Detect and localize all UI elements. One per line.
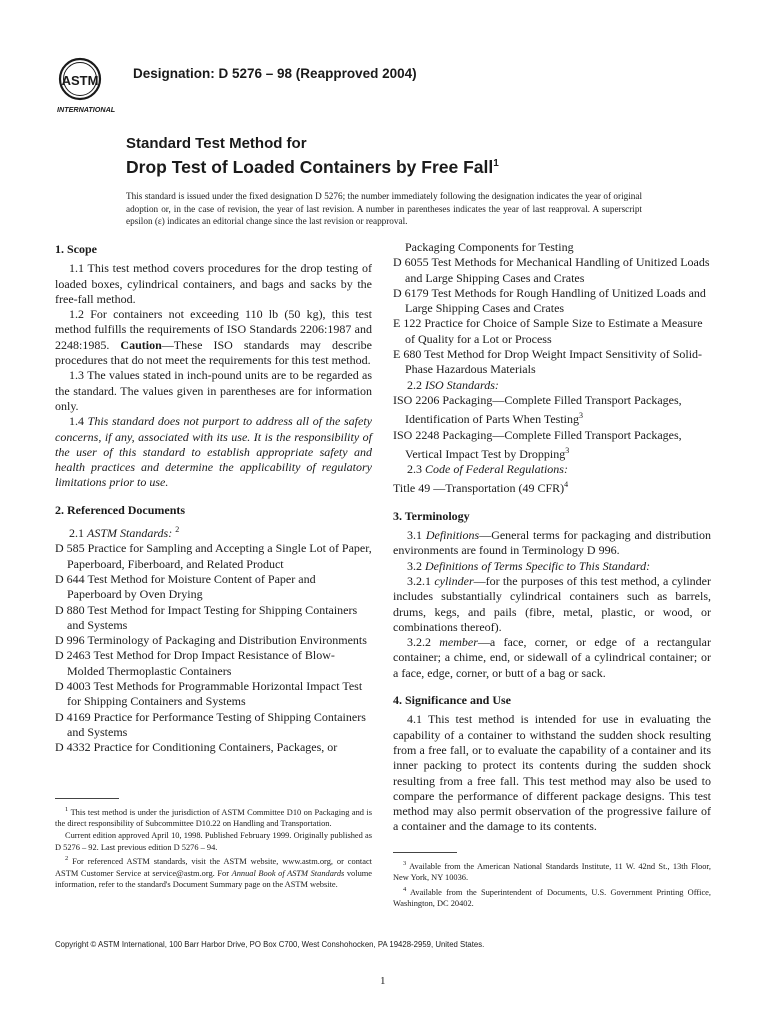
para-1-3: 1.3 The values stated in inch-pound units are to be regarded as the standard. The values given in parentheses are for information only. <box>55 368 372 413</box>
para-1-1: 1.1 This test method covers procedures for the drop testing of loaded boxes, cylindrical containers, and bags and sacks by the free-fall method. <box>55 261 372 306</box>
ref-d585: D 585 Practice for Sampling and Accepting a Single Lot of Paper, Paperboard, Fiberboard, and Related Product <box>55 541 372 571</box>
astm-logo <box>55 54 125 116</box>
ref-49-cfr: Title 49 —Transportation (49 CFR)$^4$ <box>393 480 569 496</box>
para-3-1: 3.1 Definitions—General terms for packaging and distribution environments are found in Terminology D 996. <box>393 528 711 558</box>
ref-d644: D 644 Test Method for Moisture Content of Paper and Paperboard by Oven Drying <box>55 571 316 602</box>
ref-e122: E 122 Practice for Choice of Sample Size to Estimate a Measure of Quality for a Lot or Process <box>393 316 703 346</box>
footnote-3: $^3$ Available from the American National Standards Institute, 11 W. 42nd St., 13th Floor, New York, NY 10036. <box>393 860 711 883</box>
footnote-1: $^1$ This test method is under the jurisdiction of ASTM Committee D10 on Packaging and is the direct responsibility of Subcommittee D10.22 on Handling and Transportation. <box>55 806 372 829</box>
title-line-2: Drop Test of Loaded Containers by Free Fall <box>126 156 494 177</box>
terminology-heading: 3. Terminology <box>393 508 470 523</box>
ref-iso-2206: ISO 2206 Packaging—Complete Filled Transport Packages, Identification of Parts When Testing$^3$ <box>393 392 682 427</box>
document-title <box>126 134 499 178</box>
ref-d996: D 996 Terminology of Packaging and Distribution Environments <box>55 633 367 648</box>
copyright-notice: Copyright © ASTM International, 100 Barr Harbor Drive, PO Box C700, West Conshohocken, PA 19428-2959, United States. <box>55 940 485 949</box>
footnote-rule-left <box>55 798 119 799</box>
ref-d4169: D 4169 Practice for Performance Testing of Shipping Containers and Systems <box>55 709 366 739</box>
intro-notice: This standard is issued under the fixed designation D 5276; the number immediately following the designation indicates the year of original adoption or, in the case of revision, the year of last revision. A number in parentheses indicates the year of last reapproval. A superscript epsilon (ε) indicates an editorial change since the last revision or reapproval. <box>126 191 642 226</box>
footnotes-right <box>393 858 711 910</box>
title-line-1: Standard Test Method for <box>126 135 307 152</box>
astm-standards-label: 2.1 ASTM Standards: $^2$ <box>69 525 180 541</box>
para-3-2-2: 3.2.2 member—a face, corner, or edge of a rectangular container; a chime, end, or sidewall of a cylindrical container; or a face, edge, corner, or butt of a bag or sack. <box>393 635 712 680</box>
cfr-label: 2.3 Code of Federal Regulations: <box>407 462 568 477</box>
footnote-2: $^2$ For referenced ASTM standards, visit the ASTM website, www.astm.org, or contact ASTM Customer Service at service@astm.org. For Annual Book of ASTM Standards volume information, refer to the standard's Document Summary page on the ASTM website. <box>55 855 372 890</box>
para-4-1: 4.1 This test method is intended for use in evaluating the capability of a container to withstand the sudden shock resulting from a free fall, or to evaluate the capability of a container and its inner packing to protect its contents during the sudden shock resulting from a free fall. This test method may also be used to compare the performance of different package designs. This test method may also permit observation of the progressive failure of a container and the damage to its contents. <box>393 712 711 834</box>
footnote-4: $^4$ Available from the Superintendent of Documents, U.S. Government Printing Office, Washington, DC 20402. <box>393 885 711 909</box>
scope-heading: 1. Scope <box>55 242 97 256</box>
right-column <box>393 240 711 835</box>
ref-d4332: D 4332 Practice for Conditioning Containers, Packages, or <box>55 740 338 755</box>
footnotes-left <box>55 804 372 891</box>
ref-e680: E 680 Test Method for Drop Weight Impact Sensitivity of Solid-Phase Hazardous Materials <box>393 347 703 377</box>
ref-d4332-continued: Packaging Components for Testing <box>405 240 574 254</box>
referenced-documents-heading: 2. Referenced Documents <box>55 502 186 517</box>
title-footnote-mark: 1 <box>493 158 499 169</box>
ref-d6179: D 6179 Test Methods for Rough Handling of Unitized Loads and Large Shipping Cases and Crates <box>393 285 706 316</box>
ref-iso-2248: ISO 2248 Packaging—Complete Filled Transport Packages, Vertical Impact Test by Dropping$^3$ <box>393 427 682 461</box>
logo-text: ASTM <box>61 73 99 88</box>
ref-d4003: D 4003 Test Methods for Programmable Horizontal Impact Test for Shipping Containers and Systems <box>55 679 363 709</box>
para-3-2: 3.2 Definitions of Terms Specific to This Standard: <box>407 558 651 573</box>
para-3-2-1: 3.2.1 cylinder—for the purposes of this test method, a cylinder includes substantially cylindrical containers such as barrels, drums, kegs, and pails (fibre, metal, plastic, or wood, or combinations thereof). <box>393 573 712 634</box>
footnote-rule-right <box>393 852 457 853</box>
designation: Designation: D 5276 – 98 (Reapproved 2004) <box>133 66 417 81</box>
page-number: 1 <box>380 975 386 987</box>
significance-heading: 4. Significance and Use <box>393 693 512 708</box>
ref-d6055: D 6055 Test Methods for Mechanical Handling of Unitized Loads and Large Shipping Cases and Crates <box>393 255 710 285</box>
para-1-2: 1.2 For containers not exceeding 110 lb (50 kg), this test method fulfills the requirements of ISO Standards 2206:1987 and 2248:1985. Caution—These ISO standards may describe procedures that do not meet the requirements for this test method. <box>55 307 372 368</box>
ref-d2463: D 2463 Test Method for Drop Impact Resistance of Blow-Molded Thermoplastic Containers <box>55 648 335 678</box>
iso-standards-label: 2.2 ISO Standards: <box>407 377 499 392</box>
logo-subtext: INTERNATIONAL <box>57 105 116 114</box>
ref-d880: D 880 Test Method for Impact Testing for Shipping Containers and Systems <box>55 602 358 632</box>
para-1-4: 1.4 This standard does not purport to address all of the safety concerns, if any, associated with its use. It is the responsibility of the user of this standard to establish appropriate safety and health practices and determine the applicability of regulatory limitations prior to use. <box>55 414 372 490</box>
left-column <box>55 240 372 756</box>
footnote-1-edition: Current edition approved April 10, 1998. Published February 1999. Originally published as D 5276 – 92. Last previous edition D 5276 – 94. <box>55 830 372 852</box>
